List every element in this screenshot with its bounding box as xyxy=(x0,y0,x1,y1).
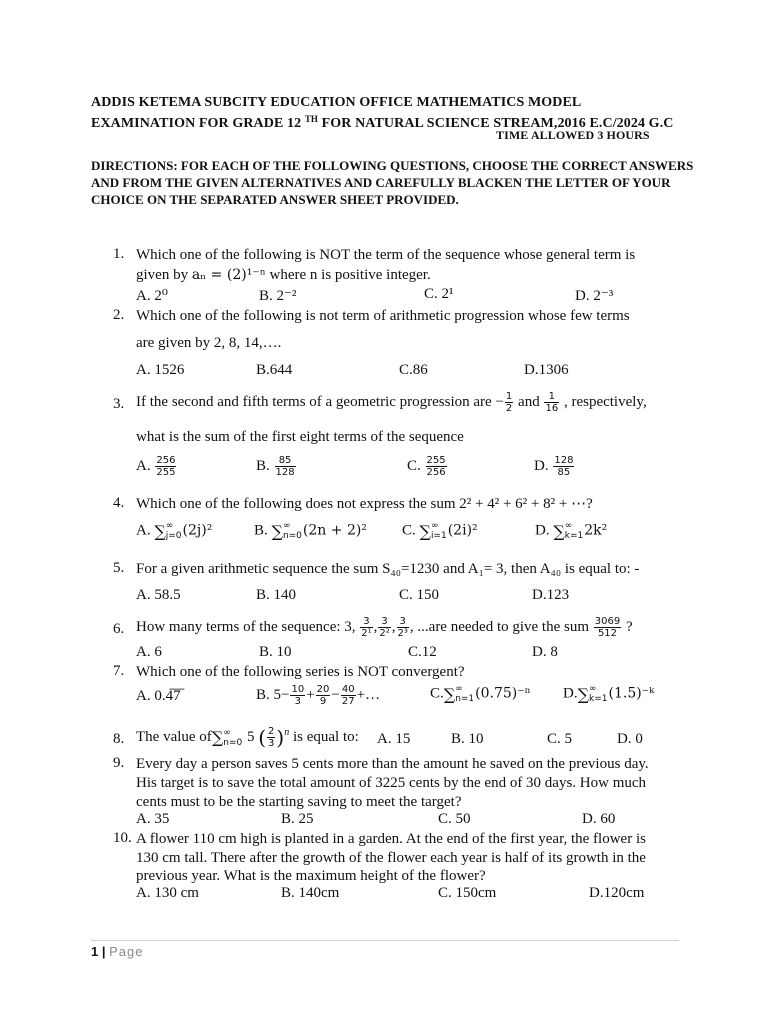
q6-text-lead: How many terms of the sequence: 3, xyxy=(136,618,360,635)
q8-text-line1 xyxy=(136,724,359,749)
question-number: 10. xyxy=(113,830,132,846)
q6-text-line1: How many terms of the sequence: 3, $\frac{3}{\text{2¹}}$ , $\frac{3}{\text{2²}}$ , $\frac{3}{\text{2³}}$ , ...are needed to give the sum $\frac{3069}{512}$ ? xyxy=(136,616,633,639)
summation-term: 2k² xyxy=(584,522,608,539)
q5-choice-b[interactable]: B. 140 xyxy=(256,587,297,603)
q1-text-tail: where n is positive integer. xyxy=(265,267,431,283)
summation-sign: ∑ xyxy=(577,684,590,704)
q2-text-line2: are given by 2, 8, 14,…. xyxy=(136,335,282,351)
q4-text-line1: Which one of the following does not express the sum 2² + 4² + 6² + 8² + ⋯? xyxy=(136,496,593,512)
q6-choice-a[interactable]: A. 6 xyxy=(136,644,162,660)
directions-line2: AND FROM THE GIVEN ALTERNATIVES AND CAREFULLY BLACKEN THE LETTER OF YOUR xyxy=(91,175,671,190)
q8-choice-a[interactable]: A. 15 xyxy=(377,731,411,747)
question-number: 9. xyxy=(113,755,125,771)
header-grade-text: EXAMINATION FOR GRADE 12 xyxy=(91,116,302,131)
question-number: 6. xyxy=(113,621,125,637)
q7-b-fraction: $\frac{10}{3}$ xyxy=(291,684,305,707)
q3-choice-d[interactable] xyxy=(534,455,575,478)
page-separator: | xyxy=(98,944,110,959)
q3-fraction-fifth-term: $\frac{1}{16}$ xyxy=(545,391,559,414)
choice-label: D. xyxy=(535,522,550,539)
summation-limits: ∞ n=1 xyxy=(455,684,475,704)
summation-limits: ∞ i=1 xyxy=(430,521,447,541)
q10-text-line3: previous year. What is the maximum height of the flower? xyxy=(136,868,486,884)
q3-choice-c-fraction: $\frac{255}{256}$ xyxy=(426,455,446,478)
q8-choice-b[interactable]: B. 10 xyxy=(451,731,484,747)
q7-choice-c[interactable] xyxy=(430,684,531,704)
choice-label: A. xyxy=(136,457,151,474)
exam-header-line1: ADDIS KETEMA SUBCITY EDUCATION OFFICE MATHEMATICS MODEL xyxy=(91,95,582,110)
summation-sign: ∑ xyxy=(271,521,283,541)
q3-text-and: and xyxy=(514,393,544,410)
question-number: 3. xyxy=(113,396,125,412)
q5-choice-d[interactable]: D.123 xyxy=(532,587,570,603)
q3-text-line1 xyxy=(136,391,647,414)
q6-term-fraction: $\frac{3}{\text{2²}}$ xyxy=(379,616,390,639)
q2-choice-b[interactable]: B.644 xyxy=(256,362,293,378)
q3-choice-a-fraction: $\frac{256}{255}$ xyxy=(156,455,176,478)
question-number: 8. xyxy=(113,731,125,747)
q3-choice-b-fraction: $\frac{85}{128}$ xyxy=(275,455,295,478)
summation-limits: ∞ j=0 xyxy=(165,521,182,541)
summation-sign: ∑ xyxy=(419,521,431,541)
choice-label: C. xyxy=(407,457,421,474)
q8-exponent: n xyxy=(284,727,290,738)
q7-b-fraction: $\frac{40}{27}$ xyxy=(341,684,355,707)
q9-text-line2: His target is to save the total amount of 3225 cents by the end of 30 days. How much xyxy=(136,775,647,791)
q1-text-line2 xyxy=(136,266,431,284)
summation-term: (1.5)⁻ᵏ xyxy=(608,685,655,702)
q7-choice-b[interactable]: B. 5− $\frac{10}{3}$ + $\frac{20}{9}$ − $\frac{40}{27}$ +… xyxy=(256,684,381,707)
summation-sign: ∑ xyxy=(154,521,166,541)
choice-label: C. xyxy=(430,685,444,702)
q1-choice-c[interactable]: C. 2¹ xyxy=(424,286,454,302)
choice-label: D. xyxy=(534,457,549,474)
summation-limits: ∞ n=0 xyxy=(282,521,302,541)
q5-choice-c[interactable]: C. 150 xyxy=(399,587,440,603)
footer-divider xyxy=(91,940,679,941)
q6-sum-fraction: $\frac{3069}{512}$ xyxy=(594,616,621,639)
q5-text-line1: For a given arithmetic sequence the sum S₄₀=1230 and A₁= 3, then A₄₀ is equal to: - xyxy=(136,561,640,577)
choice-label: C. xyxy=(402,522,416,539)
paren-open: ( xyxy=(258,725,267,750)
summation-term: (2j)² xyxy=(182,522,213,539)
q2-text-line1: Which one of the following is not term of arithmetic progression whose few terms xyxy=(136,308,630,324)
q6-choice-c[interactable]: C.12 xyxy=(408,644,437,660)
q8-choice-d[interactable]: D. 0 xyxy=(617,731,643,747)
q6-choice-d[interactable]: D. 8 xyxy=(532,644,558,660)
header-stream-text: FOR NATURAL SCIENCE STREAM,2016 E.C/2024 G.C xyxy=(321,116,674,131)
question-number: 5. xyxy=(113,560,125,576)
summation-limits: ∞ k=1 xyxy=(564,521,584,541)
q1-choice-b[interactable]: B. 2⁻² xyxy=(259,288,297,304)
q5-choice-a[interactable]: A. 58.5 xyxy=(136,587,181,603)
q8-text-tail: is equal to: xyxy=(292,729,359,745)
q3-text-line2: what is the sum of the first eight terms of the sequence xyxy=(136,429,464,445)
q7-b-fraction: $\frac{20}{9}$ xyxy=(316,684,330,707)
question-number: 1. xyxy=(113,246,125,262)
directions-line3: CHOICE ON THE SEPARATED ANSWER SHEET PROVIDED. xyxy=(91,192,459,207)
q9-choice-b[interactable]: B. 25 xyxy=(281,811,314,827)
q10-choice-a[interactable]: A. 130 cm xyxy=(136,885,199,901)
summation-sign: ∑ xyxy=(211,727,224,747)
q4-choice-c[interactable] xyxy=(402,521,478,541)
q4-choice-a[interactable] xyxy=(136,521,212,541)
q3-choice-a[interactable] xyxy=(136,455,177,478)
q10-text-line2: 130 cm tall. There after the growth of the flower each year is half of its growth in the xyxy=(136,850,646,866)
q10-text-line1: A flower 110 cm high is planted in a garden. At the end of the first year, the flower is xyxy=(136,831,646,847)
choice-label: B. xyxy=(254,522,268,539)
question-number: 4. xyxy=(113,495,125,511)
q6-choice-b[interactable]: B. 10 xyxy=(259,644,292,660)
question-number: 2. xyxy=(113,307,125,323)
q7-choice-a[interactable]: A. 0.4̅7̅ xyxy=(136,688,181,704)
q3-text-tail: , respectively, xyxy=(560,393,647,410)
header-grade-suffix: TH xyxy=(304,114,319,124)
q1-choice-d[interactable]: D. 2⁻³ xyxy=(575,288,614,304)
summation-limits: ∞ k=1 xyxy=(589,684,608,704)
directions-line1: DIRECTIONS: FOR EACH OF THE FOLLOWING QUESTIONS, CHOOSE THE CORRECT ANSWERS xyxy=(91,158,694,173)
q7-text-line1: Which one of the following series is NOT convergent? xyxy=(136,664,465,680)
q3-choice-c[interactable] xyxy=(407,455,448,478)
choice-label: B. 5− xyxy=(256,686,290,703)
time-allowed: TIME ALLOWED 3 HOURS xyxy=(496,128,650,142)
q3-choice-b[interactable] xyxy=(256,455,297,478)
q8-choice-c[interactable]: C. 5 xyxy=(547,731,573,747)
q8-coefficient: 5 xyxy=(246,729,255,745)
summation-term: (2i)² xyxy=(447,522,478,539)
page-footer xyxy=(91,944,143,959)
q6-term-fraction: $\frac{3}{\text{2¹}}$ xyxy=(361,616,372,639)
q4-choice-d[interactable] xyxy=(535,521,607,541)
summation-sign: ∑ xyxy=(553,521,565,541)
q6-text-middle: , ...are needed to give the sum xyxy=(409,618,593,635)
q2-choice-d[interactable]: D.1306 xyxy=(524,362,569,378)
q7-choice-d[interactable] xyxy=(563,684,654,704)
q8-text-lead: The value of xyxy=(136,729,212,745)
choice-label: B. xyxy=(256,457,270,474)
summation-term: (2n + 2)² xyxy=(302,522,367,539)
page-word: Page xyxy=(109,944,144,959)
q1-choice-a[interactable]: A. 2⁰ xyxy=(136,288,168,304)
q10-choice-d[interactable]: D.120cm xyxy=(589,885,645,901)
q3-text-lead: If the second and fifth terms of a geometric progression are − xyxy=(136,393,504,410)
q10-choice-c[interactable]: C. 150cm xyxy=(438,885,497,901)
question-number: 7. xyxy=(113,663,125,679)
choice-label: D. xyxy=(563,685,578,702)
summation-sign: ∑ xyxy=(443,684,456,704)
q9-text-line3: cents must to be the starting saving to meet the target? xyxy=(136,794,462,810)
q3-fraction-second-term: $\frac{1}{2}$ xyxy=(505,391,513,414)
q6-text-tail: ? xyxy=(622,618,633,635)
q4-choice-b[interactable] xyxy=(254,521,367,541)
q2-choice-c[interactable]: C.86 xyxy=(399,362,428,378)
q9-text-line1: Every day a person saves 5 cents more than the amount he saved on the previous day. xyxy=(136,756,649,772)
q9-choice-a[interactable]: A. 35 xyxy=(136,811,170,827)
summation-term: (0.75)⁻ⁿ xyxy=(475,685,531,702)
q10-choice-b[interactable]: B. 140cm xyxy=(281,885,340,901)
q1-text-lead: given by xyxy=(136,267,192,283)
summation-limits: ∞ n=0 xyxy=(223,727,243,748)
q9-choice-d[interactable]: D. 60 xyxy=(582,811,616,827)
q2-choice-a[interactable]: A. 1526 xyxy=(136,362,185,378)
q7-b-tail: +… xyxy=(356,686,381,703)
q9-choice-c[interactable]: C. 50 xyxy=(438,811,471,827)
page-number: 1 xyxy=(91,944,99,959)
q1-formula: aₙ = (2)¹⁻ⁿ xyxy=(191,267,266,283)
choice-label: A. xyxy=(136,522,151,539)
q3-choice-d-fraction: $\frac{128}{85}$ xyxy=(554,455,574,478)
q6-term-fraction: $\frac{3}{\text{2³}}$ xyxy=(397,616,408,639)
paren-close: ) xyxy=(276,725,285,750)
q1-text-line1: Which one of the following is NOT the term of the sequence whose general term is xyxy=(136,247,636,263)
q8-ratio-fraction: $\frac{2}{3}$ xyxy=(268,726,275,750)
